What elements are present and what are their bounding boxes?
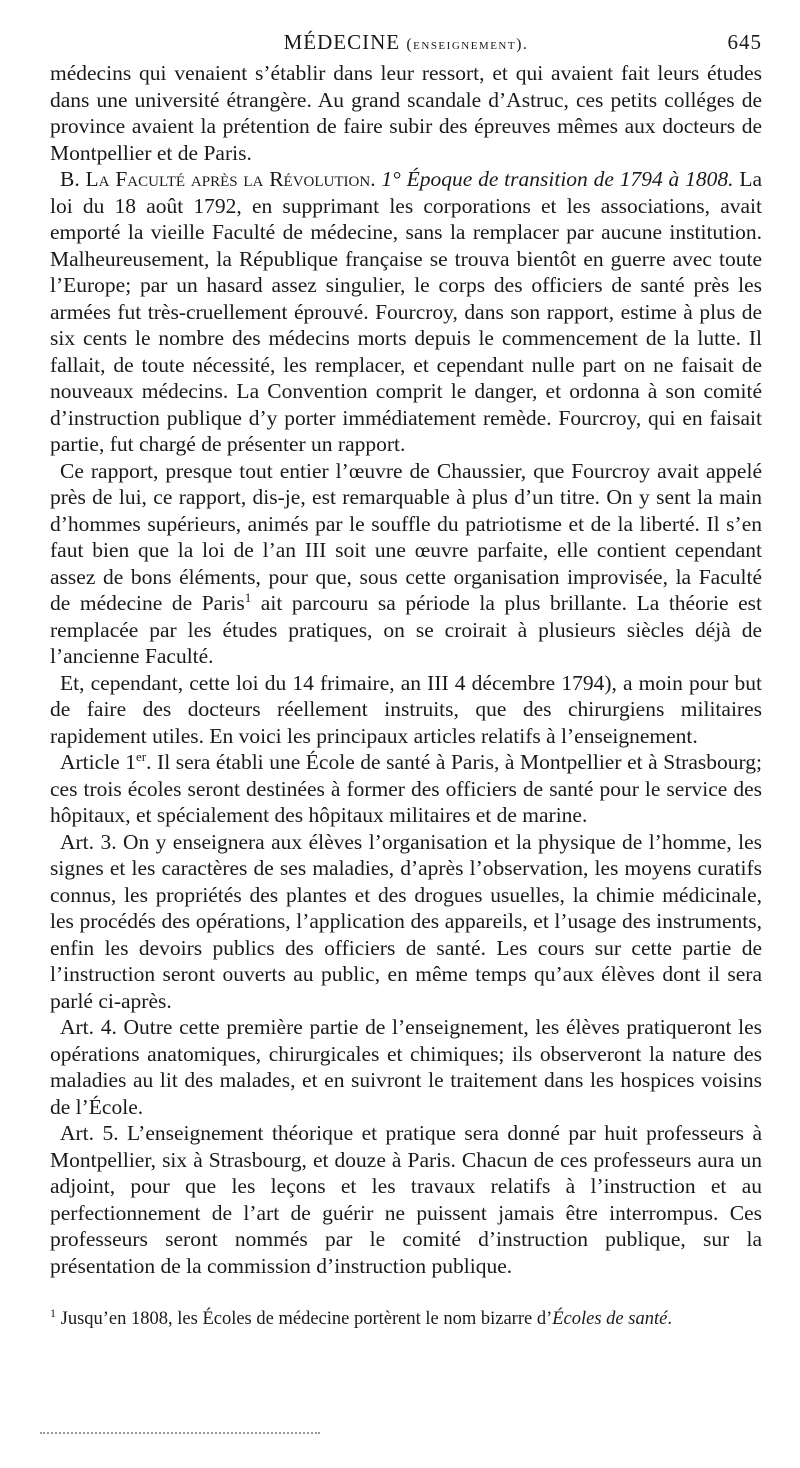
paragraph-continuation: médecins qui venaient s’établir dans leur ressort, et qui avaient fait leurs études dans une université étrangère. Au grand scandale d’Astruc, ces petits colléges de province avaient la prétention de faire subir des épreuves mêmes aux docteurs de Montpellier et de Paris. — [50, 61, 762, 165]
footer-dotted-rule — [40, 1432, 320, 1434]
article-1-text: . Il sera établi une École de santé à Paris, à Montpellier et à Strasbourg; ces trois écoles seront destinées à former des officiers de santé pour le service des hôpitaux, et spécialement des hôpitaux militaires et de marine. — [50, 750, 762, 827]
paragraph-rapport-before: Ce rapport, presque tout entier l’œuvre de Chaussier, que Fourcroy avait appelé près de lui, ce rapport, dis-je, est remarquable à plus d’un titre. On y sent la main d’hommes supérieurs, animés par le souffle du patriotisme et de la liberté. Il s’en faut bien que la loi de l’an III soit une œuvre parfaite, elle contient cependant assez de bons éléments, pour que, sous cette organisation improvisée, la Faculté de médecine de Paris — [50, 458, 762, 615]
running-title-paren: (enseignement). — [406, 36, 529, 53]
paragraph-article-5: Art. 5. L’enseignement théorique et pratique sera donné par huit professeurs à Montpellier, six à Strasbourg, et douze à Paris. Chacun de ces professeurs aura un adjoint, pour que les leçons et les travaux relatifs à l’instruction et au perfectionnement de l’art de guérir ne puissent jamais être interrompus. Ces professeurs seront nommés par le comité d’instruction publique, sur la présentation de la commission d’instruction publique. — [50, 1121, 762, 1278]
section-label: B. — [60, 167, 80, 191]
page-number: 645 — [727, 30, 762, 54]
paragraph-rapport-after: ait parcouru sa période la plus brillante. La théorie est remplacée par les études pratiques, on se croirait à plusieurs siècles déjà de l’ancienne Faculté. — [50, 591, 762, 668]
section-text: La loi du 18 août 1792, en supprimant les corporations et les associations, avait emporté la vieille Faculté de médecine, sans la remplacer par aucune institution. Malheureusement, la République française se trouva bientôt en guerre avec toute l’Europe; par un hasard assez singulier, le corps des officiers de santé près les armées fut très-cruellement éprouvé. Fourcroy, dans son rapport, estime à plus de six cents le nombre des médecins morts depuis le commencement de la lutte. Il fallait, de toute nécessité, les remplacer, et cependant nulle part on ne faisait de nouveaux médecins. La Convention comprit le danger, et ordonna à son comité d’instruction publique d’y porter immédiatement remède. Fourcroy, qui en faisait partie, fut chargé de présenter un rapport. — [50, 167, 763, 456]
paragraph-rapport — [50, 458, 762, 670]
paragraph-section-b — [50, 166, 762, 458]
paragraph-article-1 — [50, 749, 762, 829]
paragraph-article-4: Art. 4. Outre cette première partie de l’enseignement, les élèves pratiqueront les opérations anatomiques, chirurgicales et chimiques; ils observeront la nature des maladies au lit des malades, et en suivront le traitement dans les hospices voisins de l’École. — [50, 1015, 762, 1119]
paragraph-article-3: Art. 3. On y enseignera aux élèves l’organisation et la physique de l’homme, les signes et les caractères de ses maladies, d’après l’observation, les moyens curatifs connus, les propriétés des plantes et des drogues usuelles, la chimie médicinale, les procédés des opérations, l’application des appareils, et l’usage des instruments, enfin les devoirs publics des officiers de santé. Les cours sur cette partie de l’instruction seront ouverts au public, en même temps qu’aux élèves dont il sera parlé ci-après. — [50, 829, 762, 1013]
footnote-number: 1 — [50, 1305, 56, 1320]
running-title — [50, 30, 762, 55]
running-title-main: MÉDECINE — [283, 30, 401, 54]
article-1-sup: er — [136, 748, 147, 764]
footnote-text: Jusqu’en 1808, les Écoles de médecine portèrent le nom bizarre d’ — [56, 1309, 553, 1329]
footnote-italic: Écoles de santé — [552, 1309, 668, 1329]
section-subheading: 1° Époque de transition de 1794 à 1808. — [381, 167, 734, 191]
footnote-ref: 1 — [244, 589, 252, 605]
article-1-label: Article 1 — [60, 750, 136, 774]
body-text — [50, 60, 762, 1279]
footnote — [50, 1307, 762, 1331]
paragraph-loi: Et, cependant, cette loi du 14 frimaire, an III 4 décembre 1794), a moin pour but de faire des docteurs réellement instruits, que des chirurgiens militaires rapidement utiles. En voici les principaux articles relatifs à l’enseignement. — [50, 670, 762, 748]
section-heading: La Faculté après la Révolution. — [85, 167, 376, 191]
footnote-end: . — [667, 1309, 672, 1329]
running-head — [50, 26, 762, 60]
